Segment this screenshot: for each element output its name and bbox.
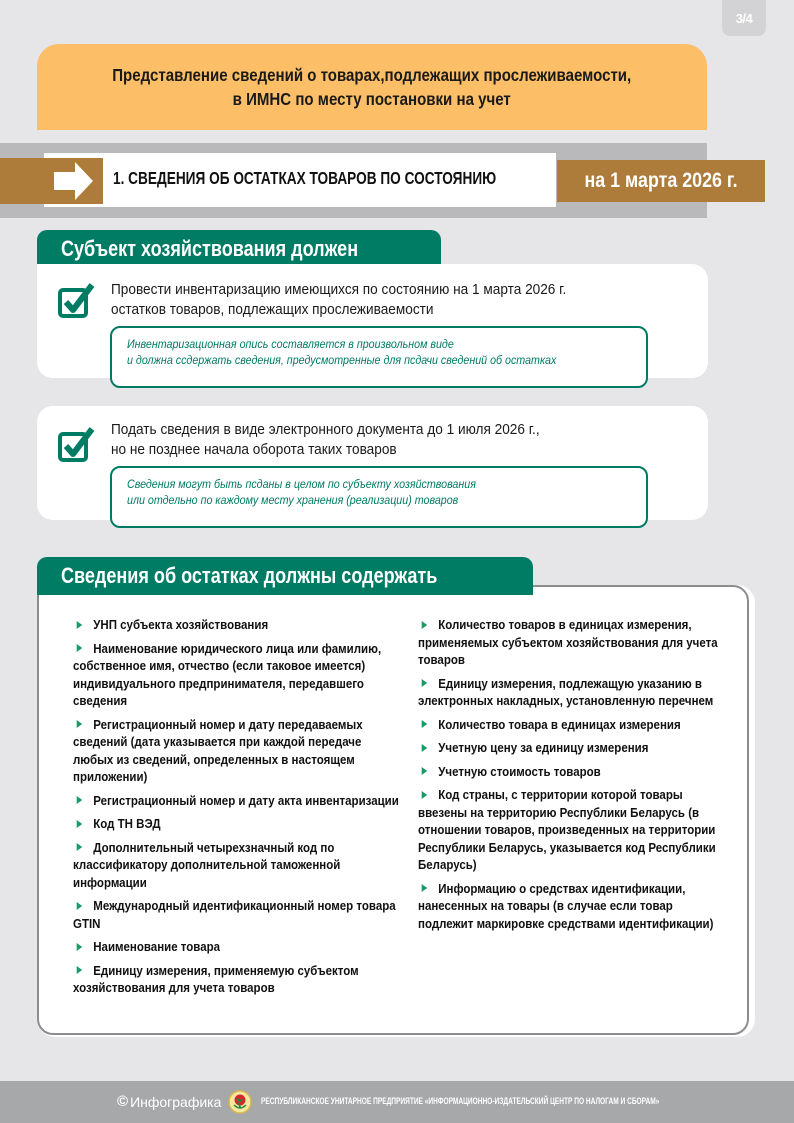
list-item xyxy=(73,963,404,998)
bullet-arrow-icon xyxy=(422,720,428,728)
section-title: 1. СВЕДЕНИЯ ОБ ОСТАТКАХ ТОВАРОВ ПО СОСТОЯНИЮ xyxy=(113,168,497,188)
list-item-text: УНП субъекта хозяйствования xyxy=(93,618,269,632)
list-item xyxy=(73,641,404,711)
list-item xyxy=(418,881,722,934)
contents-header xyxy=(37,557,533,595)
bullet-arrow-icon xyxy=(77,796,83,804)
bullet-arrow-icon xyxy=(77,843,83,851)
list-item xyxy=(418,717,722,735)
obligation-1-line-1: Провести инвентаризацию имеющихся по состоянию на 1 марта 2026 г. xyxy=(111,282,567,298)
list-item-text: Наименование товара xyxy=(93,940,221,954)
obligations-header xyxy=(37,230,441,268)
arrow-right-icon xyxy=(52,161,94,201)
list-item-text: Единицу измерения, подлежащую указанию в электронных накладных, установленную перечнем xyxy=(418,676,714,708)
list-item-text: Единицу измерения, применяемую субъектом хозяйствования для учета товаров xyxy=(73,963,359,995)
obligation-note-1-line-2: и должна сcдержать сведения, предусмотренные для пcдачи сведений об остатках xyxy=(127,355,557,367)
obligation-note-2 xyxy=(110,466,648,528)
obligation-note-1 xyxy=(110,326,648,388)
list-item-text: Регистрационный номер и дату акта инвентаризации xyxy=(93,793,399,808)
bullet-arrow-icon xyxy=(422,767,428,775)
obligation-2-line-2: но не позднее начала оборота таких товаров xyxy=(111,442,397,458)
emblem-icon xyxy=(228,1090,252,1114)
bullet-arrow-icon xyxy=(77,621,83,629)
bullet-arrow-icon xyxy=(422,621,428,629)
list-item-text: Учетную цену за единицу измерения xyxy=(438,741,649,755)
list-item xyxy=(418,617,722,670)
list-item-text: Информацию о средствах идентификации, нанесенных на товары (в случае если товар подлежит маркировке средствами идентификации) xyxy=(418,881,714,931)
bullet-arrow-icon xyxy=(77,966,83,974)
list-item xyxy=(73,898,404,933)
bullet-arrow-icon xyxy=(422,744,428,752)
list-item xyxy=(73,939,404,957)
list-item-text: Наименование юридического лица или фамилию, собственное имя, отчество (если таковое имеется) индивидуального предпринимателя, передавшего сведения xyxy=(73,641,382,708)
footer xyxy=(0,1081,794,1123)
copyright-icon: © xyxy=(117,1093,129,1110)
list-item-text: Дополнительный четырехзначный код по классификатору дополнительной таможенной информации xyxy=(73,840,341,890)
list-item-text: Количество товара в единицах измерения xyxy=(438,717,681,732)
obligation-text-1 xyxy=(111,280,566,320)
obligation-2-line-1: Подать сведения в виде электронного документа до 1 июля 2026 г., xyxy=(111,422,540,438)
list-item-text: Международный идентификационный номер товара GTIN xyxy=(73,899,396,931)
date-badge xyxy=(557,160,765,202)
list-item xyxy=(73,840,404,893)
bullet-arrow-icon xyxy=(422,679,428,687)
date-badge-text: на 1 марта 2026 г. xyxy=(584,169,738,192)
bullet-arrow-icon xyxy=(77,943,83,951)
list-item-text: Количество товаров в единицах измерения, применяемых субъектом хозяйствования для учета товаров xyxy=(418,618,718,667)
page-title-line-1: Представление сведений о товарах,подлежащих прослеживаемости, xyxy=(112,65,632,85)
list-item xyxy=(418,676,722,711)
obligations-header-text: Субъект хозяйствования должен xyxy=(61,236,359,261)
bullet-arrow-icon xyxy=(422,884,428,892)
bullet-arrow-icon xyxy=(77,720,83,728)
contents-list-right xyxy=(418,617,728,939)
page-title-line-2: в ИМНС по месту постановки на учет xyxy=(232,89,512,109)
list-item xyxy=(73,717,404,787)
list-item-text: Учетную стоимость товаров xyxy=(438,764,601,779)
list-item xyxy=(73,617,404,635)
checkbox-checked-icon xyxy=(57,282,95,320)
list-item-text: Код страны, с территории которой товары ввезены на территорию Республики Беларусь (в отношении товаров, произведенных на территории Республики Беларусь, указывается код Республики Беларусь) xyxy=(418,788,716,872)
checkbox-checked-icon xyxy=(57,426,95,464)
bullet-arrow-icon xyxy=(422,791,428,799)
page-title xyxy=(37,44,707,130)
contents-header-text: Сведения об остатках должны содержать xyxy=(61,563,438,588)
page-number: 3/4 xyxy=(722,0,766,36)
footer-brand-text: Инфографика xyxy=(130,1093,222,1110)
list-item xyxy=(73,793,404,811)
bullet-arrow-icon xyxy=(77,820,83,828)
bullet-arrow-icon xyxy=(77,902,83,910)
obligation-1-line-2: остатков товаров, подлежащих прослеживаемости xyxy=(111,302,434,318)
obligation-note-2-line-2: или отдельно по каждому месту хранения (реализации) товаров xyxy=(127,495,459,507)
list-item-text: Код ТН ВЭД xyxy=(93,817,161,831)
list-item xyxy=(418,787,722,875)
contents-list-left xyxy=(73,617,403,1004)
list-item xyxy=(418,740,722,758)
bullet-arrow-icon xyxy=(77,644,83,652)
footer-organization: РЕСПУБЛИКАНСКОЕ УНИТАРНОЕ ПРЕДПРИЯТИЕ «ИНФОРМАЦИОННО-ИЗДАТЕЛЬСКИЙ ЦЕНТР ПО НАЛОГАМ И СБОРАМ» xyxy=(261,1096,660,1106)
list-item xyxy=(418,764,722,782)
list-item-text: Регистрационный номер и дату передаваемых сведений (дата указывается при каждой передаче любых из сведений, определенных в настоящем приложении) xyxy=(73,717,363,784)
list-item xyxy=(73,816,404,834)
obligation-note-2-line-1: Сведения могут быть пcданы в целом по субъекту хозяйствования xyxy=(127,479,476,491)
footer-brand xyxy=(117,1093,221,1110)
obligation-note-1-line-1: Инвентаризационная опись составляется в произвольном виде xyxy=(127,339,454,351)
obligation-text-2 xyxy=(111,420,540,460)
